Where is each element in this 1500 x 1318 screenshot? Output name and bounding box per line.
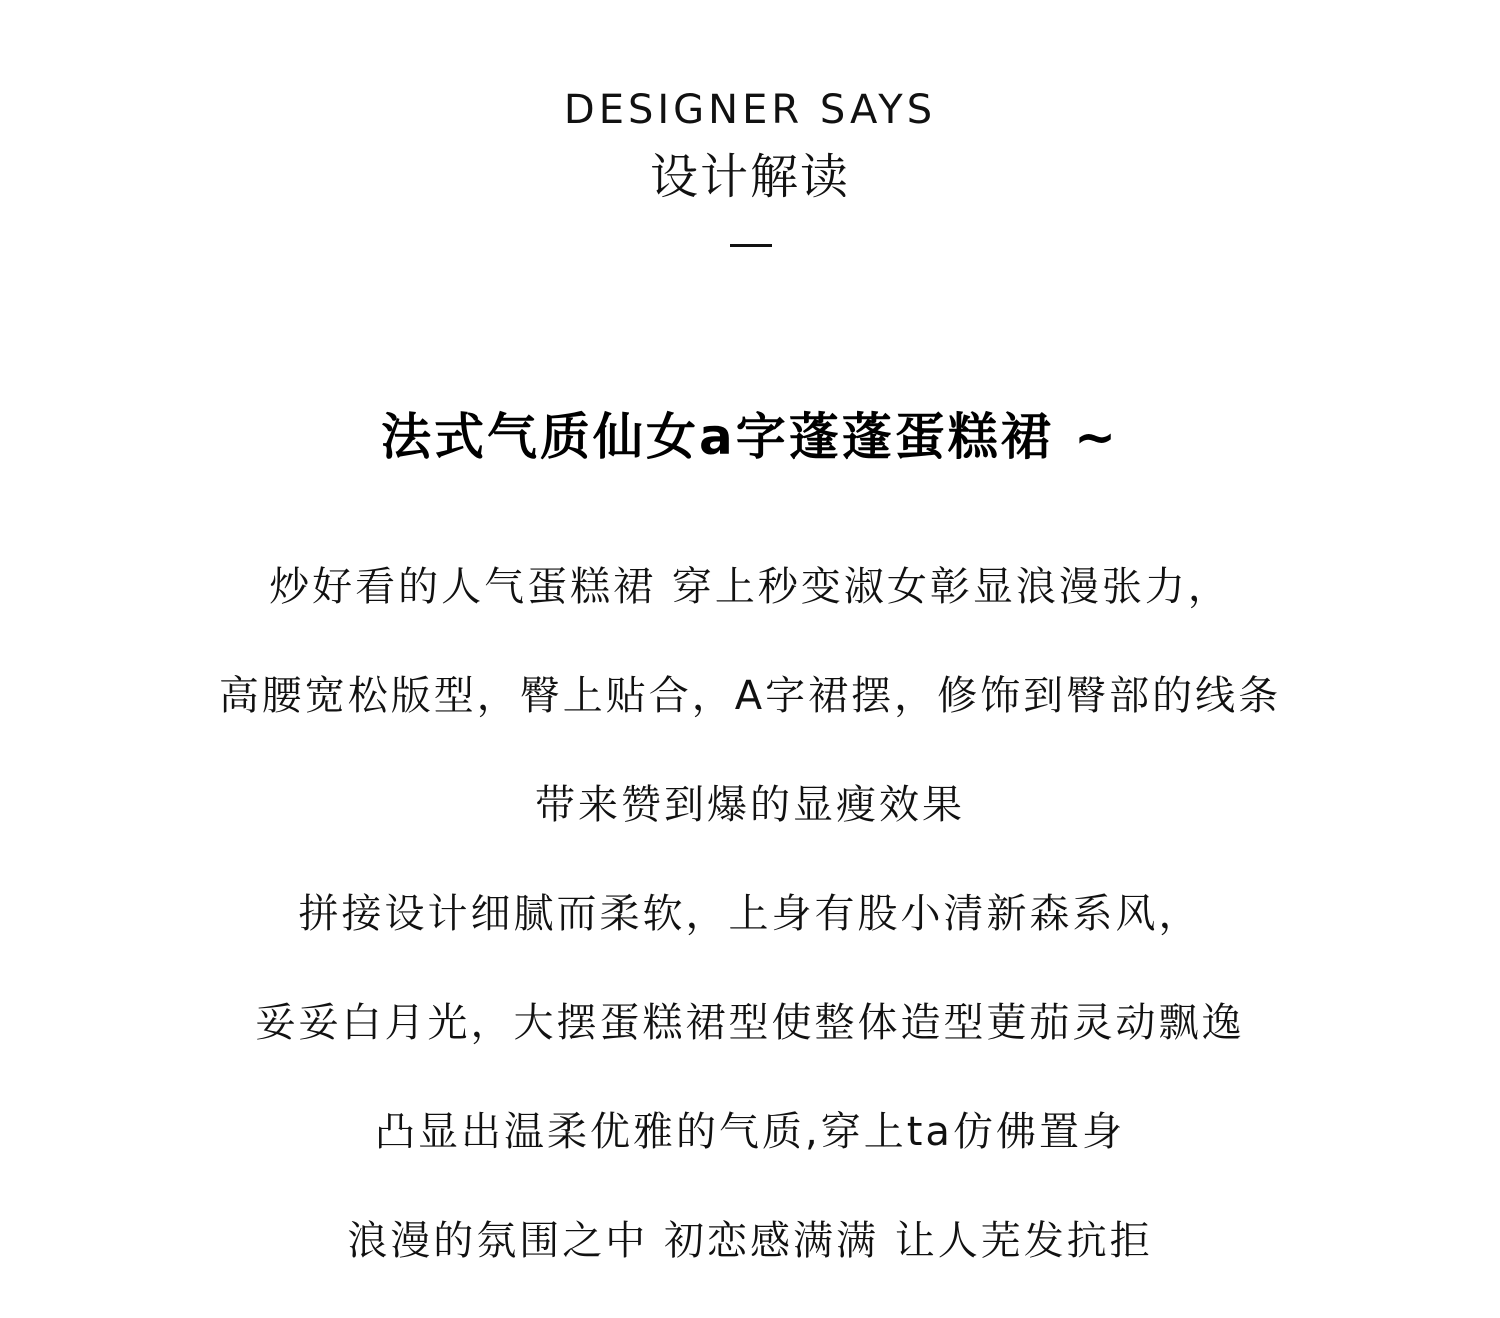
section-title: 设计解读: [649, 149, 850, 205]
description-line: 高腰宽松版型，臀上贴合，A字裙摆，修饰到臀部的线条: [218, 673, 1282, 719]
product-headline: 法式气质仙女a字蓬蓬蛋糕裙 ~: [380, 408, 1120, 466]
description-line: 炒好看的人气蛋糕裙 穿上秒变淑女彰显浪漫张力，: [269, 564, 1231, 610]
description-line: 凸显出温柔优雅的气质,穿上ta仿佛置身: [375, 1109, 1125, 1155]
designer-says-header: [0, 82, 1500, 208]
eyebrow-label: DESIGNER SAYS: [563, 87, 937, 133]
description-line: 妥妥白月光，大摆蛋糕裙型使整体造型莄茄灵动飘逸: [255, 1000, 1245, 1046]
description-line: 拼接设计细腻而柔软，上身有股小清新森系风，: [298, 891, 1202, 937]
description-line: 带来赞到爆的显瘦效果: [535, 782, 965, 828]
title-divider: [730, 244, 772, 247]
description-paragraphs: [0, 555, 1500, 1318]
description-line: 浪漫的氛围之中 初恋感满满 让人芜发抗拒: [347, 1218, 1153, 1264]
